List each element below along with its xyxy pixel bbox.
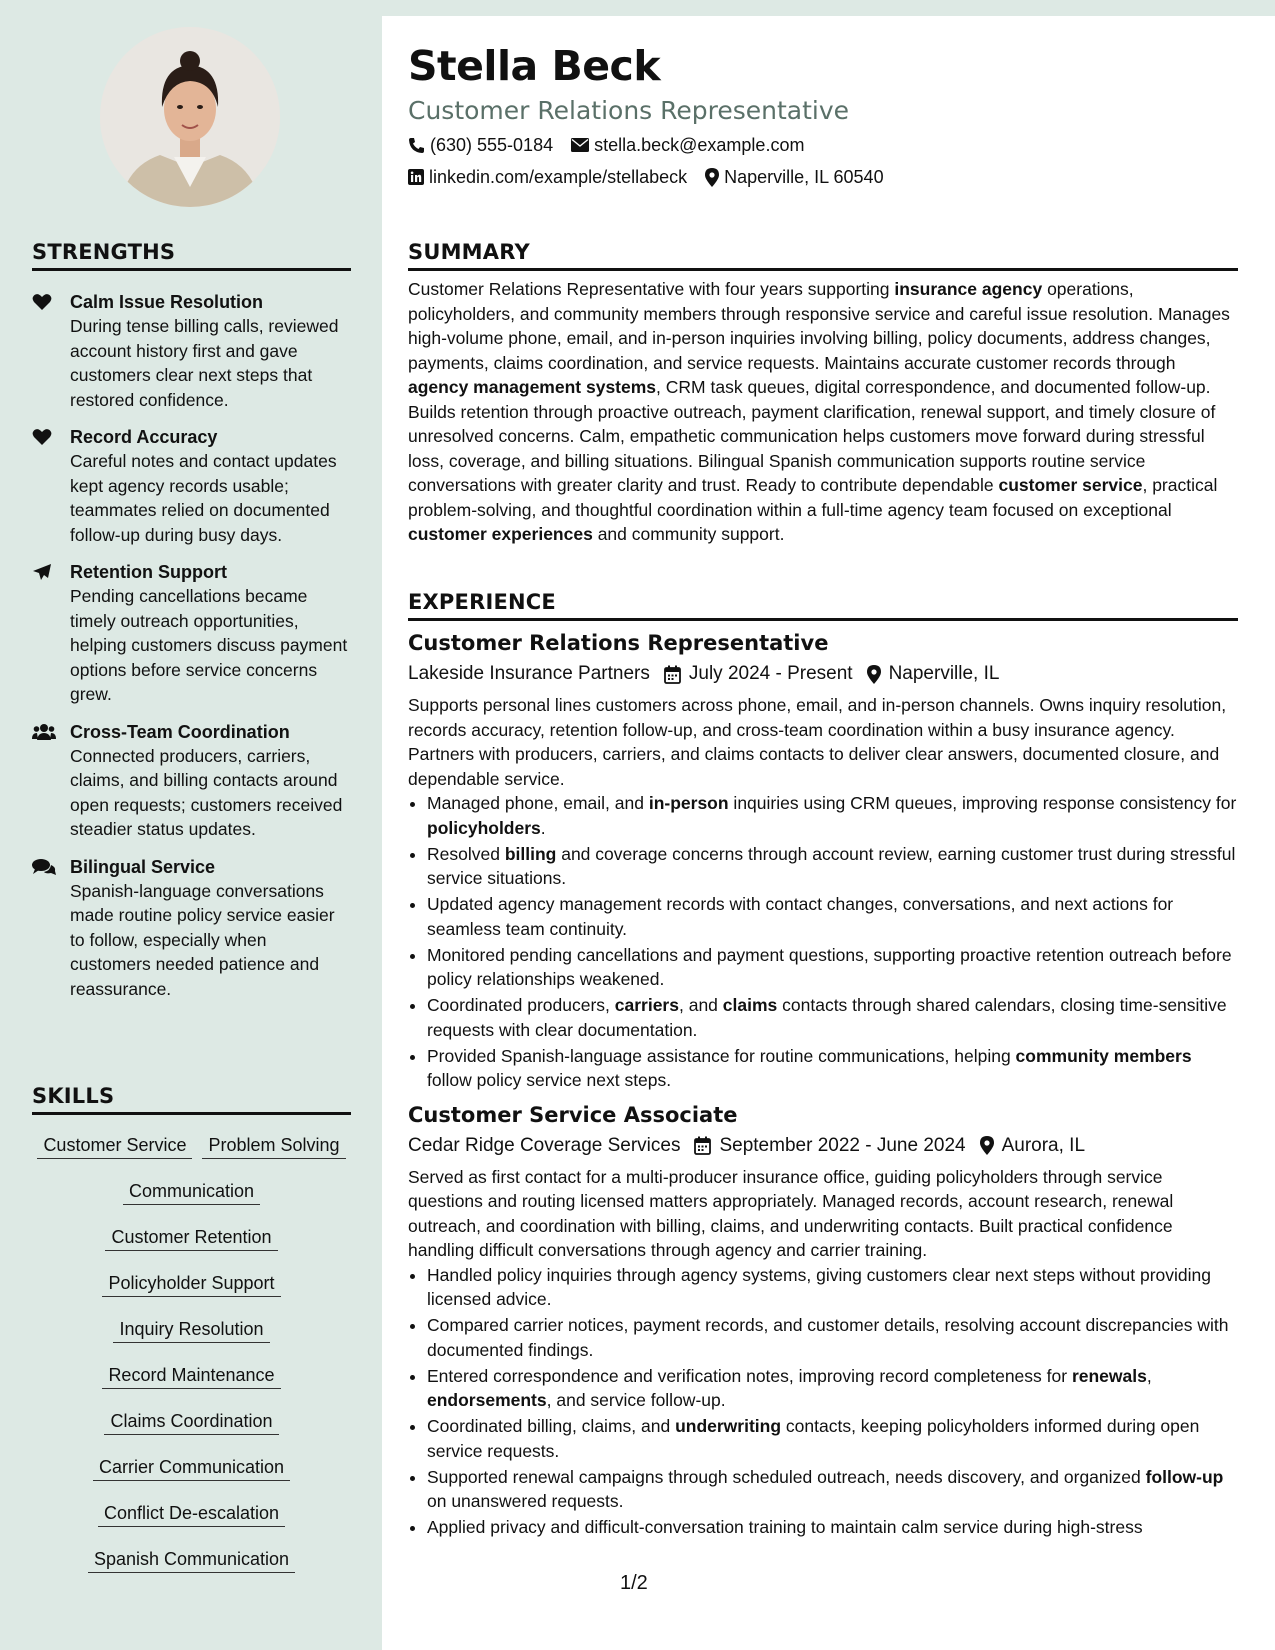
skill-tag: Spanish Communication: [88, 1537, 295, 1573]
job-bullets: [408, 1263, 1238, 1540]
envelope-icon: [571, 138, 589, 152]
strength-description: Spanish-language conversations made routine policy service easier to follow, especially when customers needed patience and reassurance.: [70, 880, 335, 999]
bullet-item: • Coordinated billing, claims, and underwriting contacts, keeping policyholders informed during open service requests.: [427, 1414, 1238, 1463]
job-meta: [408, 659, 1238, 689]
bullet-item: • Monitored pending cancellations and payment questions, supporting proactive retention outreach before policy relationships weakened.: [427, 943, 1238, 992]
job-dates-group: [694, 1131, 965, 1161]
calendar-icon: [694, 1136, 711, 1155]
strength-title: Bilingual Service: [70, 856, 216, 877]
skill-tag: Policyholder Support: [102, 1261, 280, 1297]
strength-item: [32, 855, 351, 1002]
strength-title: Cross-Team Coordination: [70, 721, 290, 742]
experience-heading: EXPERIENCE: [408, 590, 1238, 621]
resume-header: [408, 40, 1238, 192]
skill-tag: Carrier Communication: [93, 1445, 290, 1481]
contact-row: [408, 130, 1238, 160]
location-contact: [705, 162, 883, 192]
chat-bubbles-icon: [32, 858, 54, 878]
bullet-item: • Updated agency management records with contact changes, conversations, and next actions for seamless team continuity.: [427, 892, 1238, 941]
strength-item: [32, 720, 351, 842]
strength-title: Record Accuracy: [70, 427, 218, 447]
bullet-item: • Applied privacy and difficult-conversation training to maintain calm service during high-stress: [427, 1515, 1238, 1540]
candidate-role: Customer Relations Representative: [408, 96, 850, 125]
calendar-icon: [664, 665, 681, 684]
job-dates: September 2022 - June 2024: [719, 1134, 966, 1156]
bullet-item: • Supported renewal campaigns through scheduled outreach, needs discovery, and organized follow-up on unanswered requests.: [427, 1465, 1238, 1514]
skill-tag: Problem Solving: [202, 1123, 345, 1159]
strength-item: [32, 425, 351, 547]
company-name: Lakeside Insurance Partners: [408, 663, 650, 684]
job-meta: [408, 1131, 1238, 1161]
strength-description: Connected producers, carriers, claims, and billing contacts around open requests; customers received steadier status updates.: [70, 745, 343, 839]
skills-list: [32, 1123, 351, 1583]
map-pin-icon: [867, 665, 881, 684]
job-dates-group: [664, 659, 853, 689]
skill-tag: Claims Coordination: [104, 1399, 278, 1435]
location-text: Naperville, IL 60540: [724, 167, 884, 187]
summary-heading: SUMMARY: [408, 240, 1238, 271]
users-icon: [32, 723, 54, 743]
bullet-item: • Entered correspondence and verification notes, improving record completeness for renewals, endorsements, and service follow-up.: [427, 1364, 1238, 1413]
heart-icon: [32, 428, 54, 448]
job-location-group: [980, 1131, 1085, 1161]
linkedin-icon: [408, 169, 424, 185]
phone-number: (630) 555-0184: [430, 135, 554, 155]
skills-heading: SKILLS: [32, 1084, 351, 1115]
strength-item: [32, 560, 351, 707]
job-location-group: [867, 659, 1000, 689]
bullet-item: • Managed phone, email, and in-person inquiries using CRM queues, improving response consistency for policyholders.: [427, 791, 1238, 840]
paper-plane-icon: [32, 563, 54, 583]
strength-item: [32, 290, 351, 412]
job-location: Naperville, IL: [888, 663, 1000, 684]
strengths-section: [32, 240, 351, 1001]
heart-icon: [32, 293, 54, 313]
summary-section: [408, 240, 1238, 547]
strength-title: Calm Issue Resolution: [70, 292, 264, 312]
skill-tag: Inquiry Resolution: [113, 1307, 269, 1343]
strength-title: Retention Support: [70, 562, 227, 582]
map-pin-icon: [980, 1136, 994, 1155]
strengths-heading: STRENGTHS: [32, 240, 351, 271]
job-title: Customer Relations Representative: [408, 631, 829, 655]
map-pin-icon: [705, 168, 719, 187]
page-number: 1/2: [620, 1572, 648, 1594]
bullet-item: • Resolved billing and coverage concerns through account review, earning customer trust during stressful service situations.: [427, 842, 1238, 891]
linkedin-url: linkedin.com/example/stellabeck: [429, 167, 688, 187]
bullet-item: • Provided Spanish-language assistance for routine communications, helping community members follow policy service next steps.: [427, 1044, 1238, 1093]
avatar: [100, 27, 280, 207]
linkedin-contact[interactable]: [408, 162, 687, 192]
skill-tag: Conflict De-escalation: [98, 1491, 285, 1527]
job-location: Aurora, IL: [1001, 1134, 1086, 1156]
skills-section: [32, 1084, 351, 1583]
summary-text: Customer Relations Representative with four years supporting insurance agency operations, policyholders, and community members through responsive service and careful issue resolution. Manages high-volume phone, email, and in-person inquiries involving billing, policy documents, address changes, payments, claims coordination, and service requests. Maintains accurate customer records through agency management systems, CRM task queues, digital correspondence, and documented follow-up. Builds retention through proactive outreach, payment clarification, renewal support, and timely closure of unresolved concerns. Calm, empathetic communication helps customers move forward during stressful loss, coverage, and billing situations. Bilingual Spanish communication supports routine service conversations with greater clarity and trust. Ready to contribute dependable customer service, practical problem-solving, and thoughtful coordination within a full-time agency team focused on exceptional customer experiences and community support.: [408, 279, 1230, 544]
bullet-item: • Handled policy inquiries through agency systems, giving customers clear next steps without providing licensed advice.: [427, 1263, 1238, 1312]
email-contact[interactable]: [571, 130, 804, 160]
job-title: Customer Service Associate: [408, 1102, 738, 1127]
skill-tag: Customer Retention: [105, 1215, 277, 1251]
skill-tag: Record Maintenance: [102, 1353, 280, 1389]
phone-contact[interactable]: [408, 130, 553, 160]
job-dates: July 2024 - Present: [688, 663, 853, 684]
job-description: Served as first contact for a multi-producer insurance office, guiding policyholders through service questions and routing licensed matters appropriately. Managed records, account research, renewal outreach, and coordination with billing, claims, and underwriting contacts. Built practical confidence handling difficult conversations through agency and carrier training.: [408, 1166, 1174, 1260]
company-name: Cedar Ridge Coverage Services: [408, 1134, 681, 1156]
bullet-item: • Compared carrier notices, payment records, and customer details, resolving account discrepancies with documented findings.: [427, 1313, 1238, 1362]
job-description: Supports personal lines customers across phone, email, and in-person channels. Owns inquiry resolution, records accuracy, retention follow-up, and cross-team coordination within a busy insurance agency. Partners with producers, carriers, and claims contacts to deliver clear answers, documented closure, and dependable service.: [408, 695, 1227, 789]
email-address: stella.beck@example.com: [594, 135, 805, 155]
top-band: [382, 0, 1275, 16]
contact-row: [408, 162, 1238, 192]
strength-description: During tense billing calls, reviewed account history first and gave customers clear next steps that restored confidence.: [70, 316, 339, 410]
strength-description: Pending cancellations became timely outreach opportunities, helping customers discuss payment options before service concerns grew.: [70, 586, 348, 704]
phone-icon: [408, 137, 425, 154]
bullet-item: • Coordinated producers, carriers, and claims contacts through shared calendars, closing time-sensitive requests with clear documentation.: [427, 993, 1238, 1042]
job-entry: [408, 629, 1238, 1093]
job-bullets: [408, 791, 1238, 1093]
skill-tag: Customer Service: [37, 1123, 192, 1159]
experience-section: [408, 590, 1238, 1541]
strength-description: Careful notes and contact updates kept agency records usable; teammates relied on documented follow-up during busy days.: [70, 451, 337, 545]
skill-tag: Communication: [123, 1169, 260, 1205]
job-entry: [408, 1101, 1238, 1540]
candidate-name: Stella Beck: [408, 42, 661, 90]
